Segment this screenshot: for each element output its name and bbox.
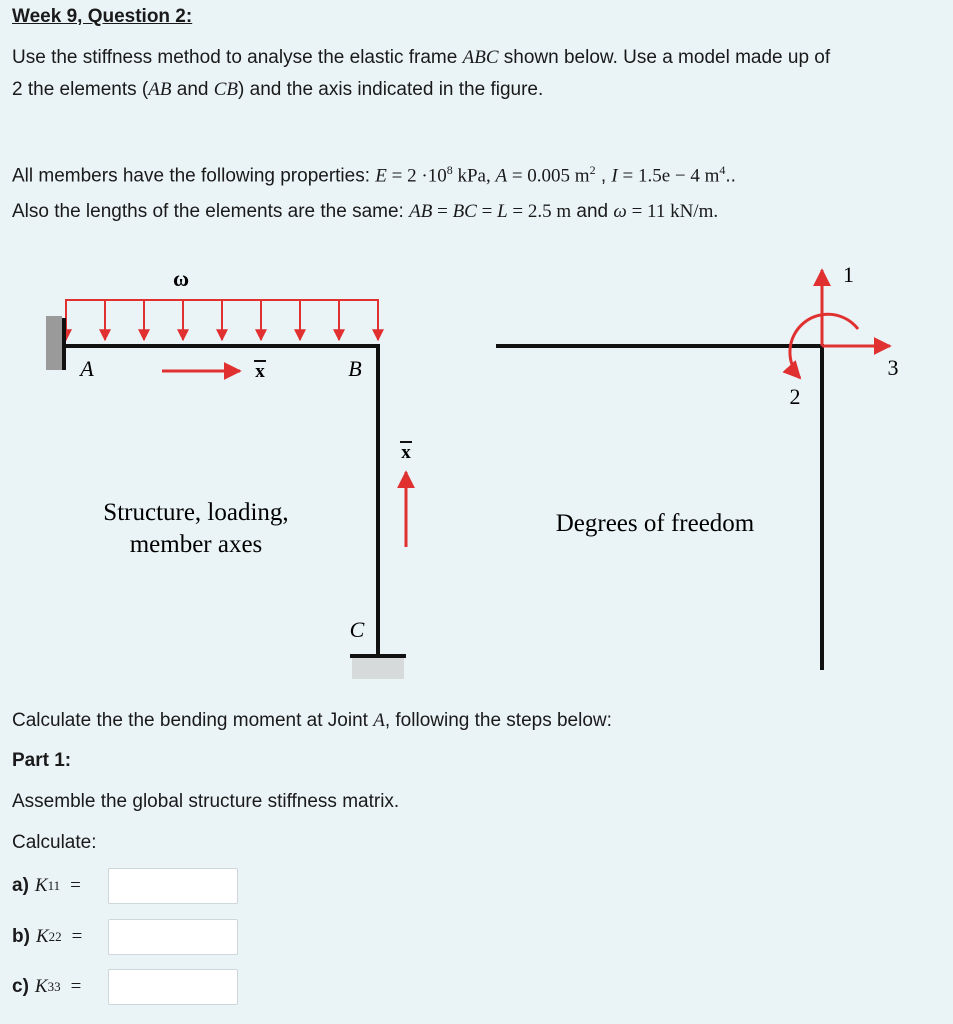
member-CB-axis-label: x bbox=[401, 442, 411, 463]
answer-row-K33 bbox=[12, 967, 238, 1007]
distributed-load bbox=[65, 300, 379, 340]
task-text: Calculate the the bending moment at Joint A, following the steps below: bbox=[12, 710, 612, 731]
lengths-text: Also the lengths of the elements are the same: AB = BC = L = 2.5 m and ω = 11 kN/m. bbox=[12, 201, 719, 222]
intro-line-2: 2 the elements (AB and CB) and the axis indicated in the figure. bbox=[12, 79, 544, 100]
structure-diagram bbox=[46, 266, 412, 679]
load-symbol: ω bbox=[172, 266, 190, 291]
dof-diagram bbox=[496, 262, 899, 670]
joint-B-label: B bbox=[348, 356, 362, 381]
joint-A-label: A bbox=[80, 356, 94, 381]
frame-figure bbox=[0, 250, 953, 690]
properties-text: All members have the following properties: $E = 2 \cdot 10^8$ kPa, A = 0.005 $m^2$ , I = 1.5e − 4 $m^4$.. bbox=[12, 163, 736, 187]
intro-text bbox=[12, 42, 830, 106]
answer-label-K22: b) K 22 = bbox=[12, 926, 83, 947]
K22-input[interactable] bbox=[108, 919, 238, 955]
member-AB-axis-label: x bbox=[255, 361, 265, 382]
structure-caption-line-2: member axes bbox=[129, 531, 263, 558]
dof-2-label: 2 bbox=[789, 384, 801, 409]
question-heading: Week 9, Question 2: bbox=[12, 6, 193, 27]
part-description: Assemble the global structure stiffness matrix. bbox=[12, 791, 400, 812]
dof-3-label: 3 bbox=[887, 355, 899, 380]
part-label: Part 1: bbox=[12, 750, 72, 771]
answer-row-K22 bbox=[12, 917, 238, 957]
calculate-label: Calculate: bbox=[12, 832, 97, 853]
answer-label-K11: a) K 11 = bbox=[12, 875, 81, 896]
fixed-support-C bbox=[352, 655, 404, 679]
structure-caption-line-1: Structure, loading, bbox=[103, 499, 289, 526]
dof-1-label: 1 bbox=[843, 262, 854, 287]
K11-input[interactable] bbox=[108, 868, 238, 904]
dof-caption: Degrees of freedom bbox=[555, 510, 755, 537]
fixed-support-A bbox=[46, 316, 62, 370]
K33-input[interactable] bbox=[108, 969, 238, 1005]
answer-label-K33: c) K 33 = bbox=[12, 976, 82, 997]
joint-C-label: C bbox=[349, 617, 365, 642]
answer-row-K11 bbox=[12, 866, 238, 906]
intro-line-1: Use the stiffness method to analyse the elastic frame ABC shown below. Use a model made up of bbox=[12, 47, 831, 68]
